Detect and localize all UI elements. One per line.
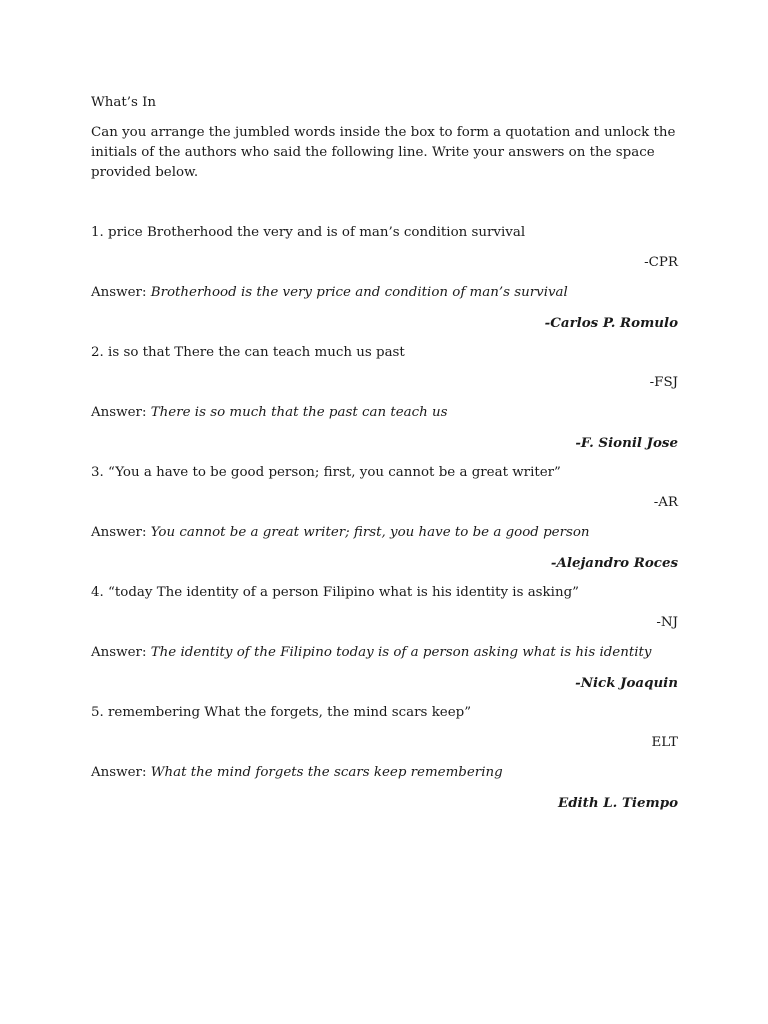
- quote-item: [91, 223, 678, 343]
- answer-label: Answer:: [91, 645, 147, 660]
- quote-item: [91, 463, 678, 583]
- author-initials: -FSJ: [649, 375, 678, 390]
- jumbled-words: 2. is so that There the can teach much us past: [91, 345, 405, 360]
- worksheet-page: [91, 93, 678, 823]
- answer-line: [91, 403, 678, 433]
- author-name: -F. Sionil Jose: [575, 435, 678, 451]
- jumbled-words: 4. “today The identity of a person Filipino what is his identity is asking”: [91, 585, 579, 600]
- answer-line: [91, 643, 678, 673]
- quote-item: [91, 343, 678, 463]
- answer-label: Answer:: [91, 525, 147, 540]
- answer-text: You cannot be a great writer; first, you have to be a good person: [150, 525, 590, 540]
- jumbled-words: 1. price Brotherhood the very and is of man’s condition survival: [91, 225, 526, 240]
- section-heading: What’s In: [91, 95, 157, 110]
- answer-label: Answer:: [91, 765, 147, 780]
- author-initials: -NJ: [656, 615, 678, 630]
- author-name: -Nick Joaquin: [575, 675, 678, 691]
- author-name: -Carlos P. Romulo: [544, 315, 678, 331]
- author-initials: -CPR: [644, 255, 678, 270]
- jumbled-words: 3. “You a have to be good person; first, you cannot be a great writer”: [91, 465, 561, 480]
- answer-text: Brotherhood is the very price and condition of man’s survival: [150, 285, 568, 300]
- instructions-paragraph: Can you arrange the jumbled words inside the box to form a quotation and unlock the initials of the authors who said the following line. Write your answers on the space provided below.: [91, 125, 676, 180]
- quote-item: [91, 703, 678, 823]
- quote-item: [91, 583, 678, 703]
- answer-line: [91, 763, 678, 793]
- answer-text: What the mind forgets the scars keep remembering: [150, 765, 503, 780]
- answer-line: [91, 283, 678, 313]
- answer-label: Answer:: [91, 405, 147, 420]
- answer-line: [91, 523, 678, 553]
- author-initials: ELT: [651, 735, 678, 750]
- answer-text: There is so much that the past can teach us: [150, 405, 448, 420]
- author-name: -Alejandro Roces: [550, 555, 678, 571]
- answer-label: Answer:: [91, 285, 147, 300]
- author-name: Edith L. Tiempo: [557, 795, 678, 811]
- jumbled-words: 5. remembering What the forgets, the mind scars keep”: [91, 705, 472, 720]
- answer-text: The identity of the Filipino today is of a person asking what is his identity: [150, 645, 652, 660]
- author-initials: -AR: [653, 495, 678, 510]
